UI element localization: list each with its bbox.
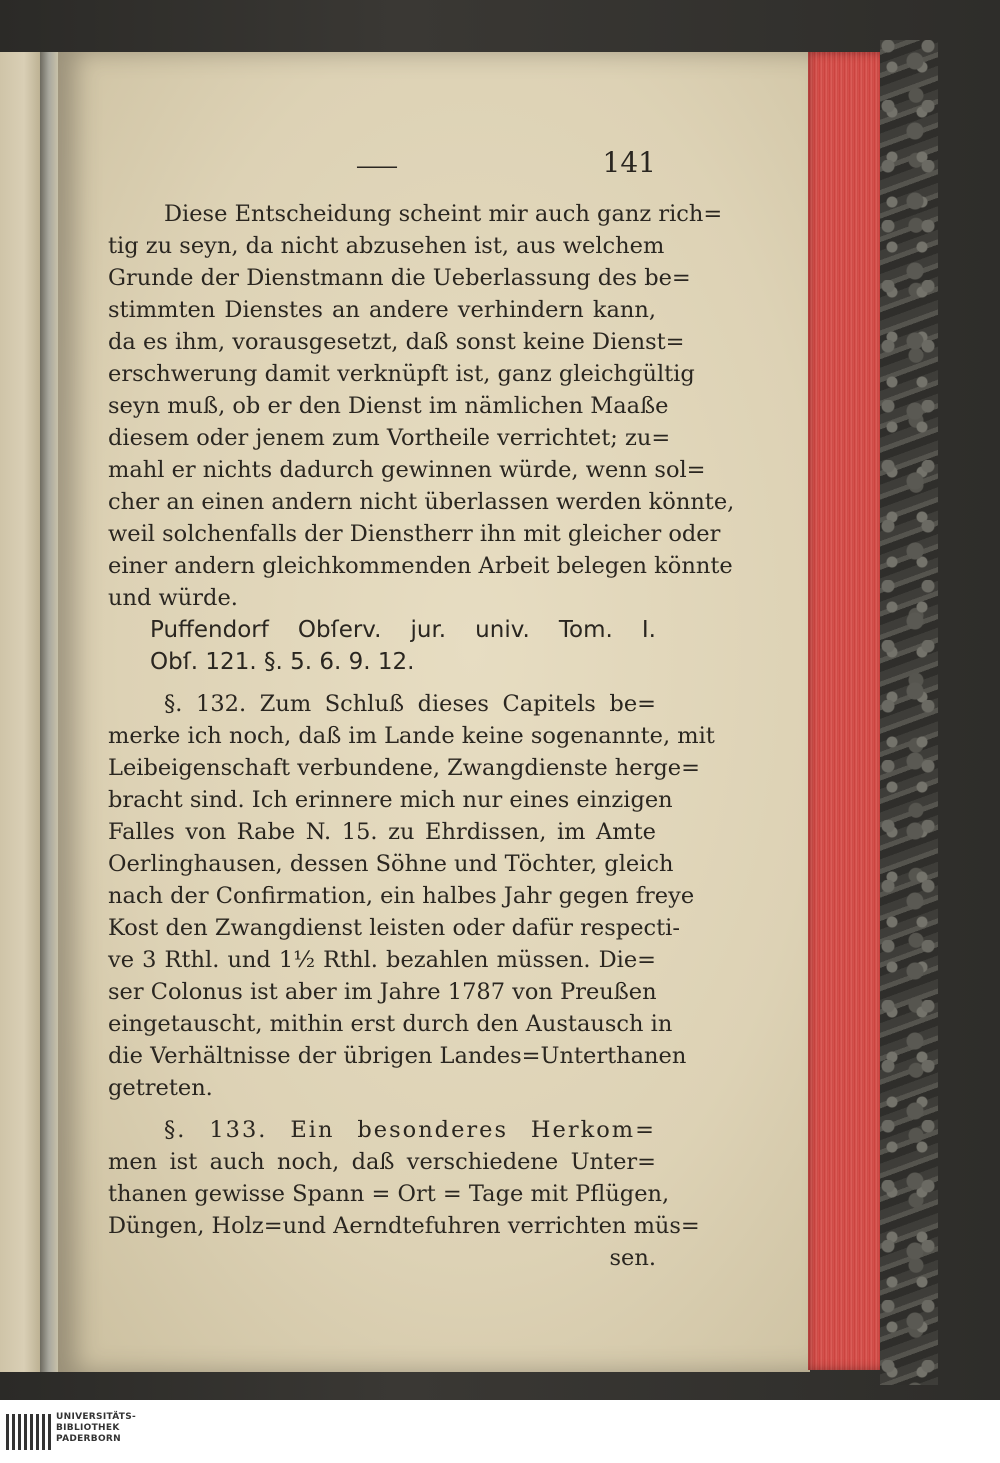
text-line: ve 3 Rthl. und 1½ Rthl. bezahlen müssen. Die= <box>108 947 656 973</box>
citation-line: Puffendorf Obſerv. jur. univ. Tom. I. <box>150 617 656 643</box>
text-line: Düngen, Holz=und Aerndtefuhren verrichten müs= <box>108 1213 700 1239</box>
text-line: getreten. <box>108 1075 213 1101</box>
facing-page-edge <box>0 52 40 1372</box>
text-line: §. 133. Ein besonderes Herkom= <box>164 1117 656 1143</box>
text-line: seyn muß, ob er den Dienst im nämlichen Maaße <box>108 393 669 419</box>
text-line: Leibeigenschaft verbundene, Zwangdienste herge= <box>108 755 700 781</box>
library-footer <box>0 1400 1000 1463</box>
text-line: ser Colonus ist aber im Jahre 1787 von Preußen <box>108 979 657 1005</box>
text-line: nach der Confirmation, ein halbes Jahr gegen freye <box>108 883 695 909</box>
red-page-edges <box>808 52 886 1370</box>
text-line: mahl er nichts dadurch gewinnen würde, wenn sol= <box>108 457 706 483</box>
text-line: bracht sind. Ich erinnere mich nur eines einzigen <box>108 787 673 813</box>
text-line: men ist auch noch, daß verschiedene Unter= <box>108 1149 656 1175</box>
text-line: thanen gewisse Spann = Ort = Tage mit Pflügen, <box>108 1181 670 1207</box>
header-rule: —— <box>356 154 396 179</box>
text-line: und würde. <box>108 585 238 611</box>
citation-line: Obſ. 121. §. 5. 6. 9. 12. <box>150 649 415 675</box>
book-gutter <box>40 52 58 1372</box>
text-line: Diese Entscheidung scheint mir auch ganz rich= <box>164 201 723 227</box>
text-line: diesem oder jenem zum Vortheile verrichtet; zu= <box>108 425 671 451</box>
running-head <box>108 140 656 180</box>
library-logo-icon <box>6 1414 52 1450</box>
text-line: Grunde der Dienstmann die Ueberlassung des be= <box>108 265 691 291</box>
text-line: einer andern gleichkommenden Arbeit belegen könnte <box>108 553 733 579</box>
page-number: 141 <box>602 146 656 179</box>
catchword: sen. <box>609 1245 656 1271</box>
text-line: tig zu seyn, da nicht abzusehen ist, aus welchem <box>108 233 665 259</box>
text-line: eingetauscht, mithin erst durch den Austausch in <box>108 1011 673 1037</box>
marbled-cover <box>880 40 938 1385</box>
text-line: Kost den Zwangdienst leisten oder dafür respecti- <box>108 915 680 941</box>
text-line: erschwerung damit verknüpft ist, ganz gleichgültig <box>108 361 695 387</box>
text-line: weil solchenfalls der Dienstherr ihn mit gleicher oder <box>108 521 721 547</box>
text-line: stimmten Dienstes an andere verhindern kann, <box>108 297 656 323</box>
library-name: UNIVERSITÄTS- BIBLIOTHEK PADERBORN <box>56 1412 137 1444</box>
text-line: Oerlinghausen, dessen Söhne und Töchter, gleich <box>108 851 674 877</box>
text-line: die Verhältnisse der übrigen Landes=Unterthanen <box>108 1043 687 1069</box>
text-line: merke ich noch, daß im Lande keine sogenannte, mit <box>108 723 715 749</box>
text-line: da es ihm, vorausgesetzt, daß sonst keine Dienst= <box>108 329 685 355</box>
text-line: cher an einen andern nicht überlassen werden könnte, <box>108 489 735 515</box>
text-line: §. 132. Zum Schluß dieses Capitels be= <box>164 691 656 717</box>
text-line: Falles von Rabe N. 15. zu Ehrdissen, im Amte <box>108 819 656 845</box>
